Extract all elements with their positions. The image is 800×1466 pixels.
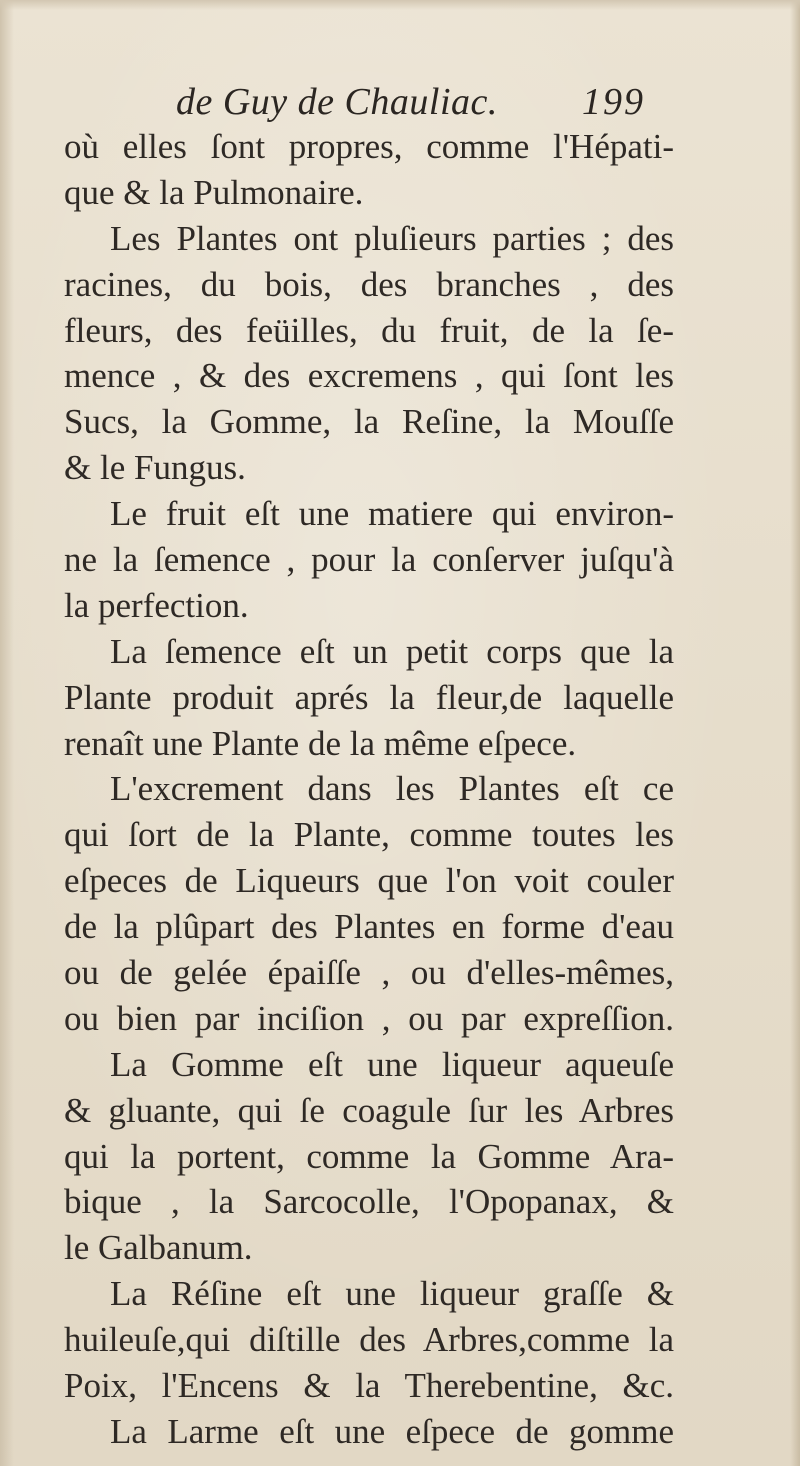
text-line: la perfection. bbox=[64, 585, 249, 625]
text-line: La Réſine eſt une liqueur graſſe & bbox=[110, 1274, 674, 1314]
text-line: & le Fungus. bbox=[64, 448, 246, 488]
text-line: Plante produit aprés la fleur,de laquelle bbox=[64, 677, 674, 717]
text-line: ou bien par inciſion , ou par expreſſion. bbox=[64, 998, 674, 1038]
text-line: La Gomme eſt une liqueur aqueuſe bbox=[110, 1044, 674, 1084]
page-edge-top bbox=[0, 0, 800, 10]
text-line: huileuſe,qui diſtille des Arbres,comme la bbox=[64, 1320, 674, 1360]
body-text bbox=[64, 124, 674, 1455]
text-line: eſpeces de Liqueurs que l'on voit couler bbox=[64, 861, 674, 901]
text-line: & gluante, qui ſe coagule ſur les Arbres bbox=[64, 1090, 674, 1130]
text-line: où elles ſont propres, comme l'Hépati- bbox=[64, 127, 674, 166]
text-line: qui la portent, comme la Gomme Ara- bbox=[64, 1136, 674, 1176]
text-line: La ſemence eſt un petit corps que la bbox=[110, 631, 674, 671]
text-line: de la plûpart des Plantes en forme d'eau bbox=[64, 907, 674, 947]
text-line: Sucs, la Gomme, la Reſine, la Mouſſe bbox=[64, 402, 674, 442]
text-line: L'excrement dans les Plantes eſt ce bbox=[110, 769, 674, 809]
text-line: fleurs, des feüilles, du fruit, de la ſe- bbox=[64, 310, 674, 350]
text-line: ou de gelée épaiſſe , ou d'elles-mêmes, bbox=[64, 953, 674, 993]
text-line: renaît une Plante de la même eſpece. bbox=[64, 723, 577, 763]
page-edge-right bbox=[790, 0, 800, 1466]
text-line: mence , & des excremens , qui ſont les bbox=[64, 356, 674, 396]
text-line: qui ſort de la Plante, comme toutes les bbox=[64, 815, 674, 855]
page-number: 199 bbox=[582, 81, 645, 123]
text-line: Poix, l'Encens & la Therebentine, &c. bbox=[64, 1366, 674, 1406]
text-line: que & la Pulmonaire. bbox=[64, 172, 364, 212]
text-line: le Galbanum. bbox=[64, 1228, 253, 1268]
text-line: Les Plantes ont pluſieurs parties ; des bbox=[110, 218, 674, 258]
running-title: de Guy de Chauliac. bbox=[176, 81, 498, 123]
text-line: La Larme eſt une eſpece de gomme bbox=[110, 1411, 674, 1451]
text-line: ne la ſemence , pour la conſerver juſqu'à bbox=[64, 540, 674, 580]
text-line: bique , la Sarcocolle, l'Opopanax, & bbox=[64, 1182, 674, 1222]
text-line: racines, du bois, des branches , des bbox=[64, 264, 674, 304]
page-edge-left bbox=[0, 0, 14, 1466]
text-line: Le fruit eſt une matiere qui environ- bbox=[110, 494, 674, 534]
